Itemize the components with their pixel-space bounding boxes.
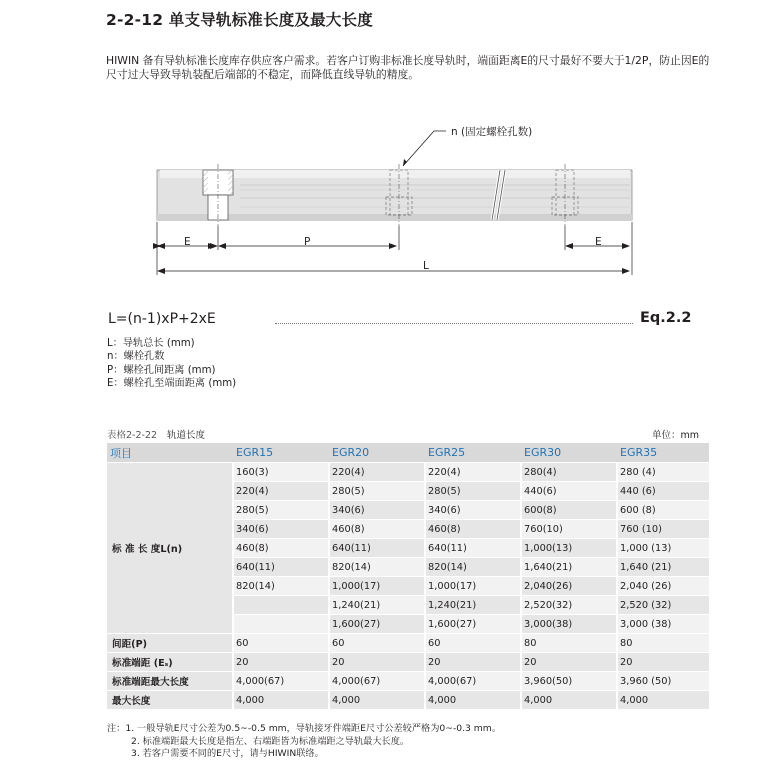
table-cell: 20 (617, 653, 709, 672)
footnote: 3. 若客户需要不同的E尺寸，请与HIWIN联络。 (131, 748, 324, 760)
table-cell: 3,000(38) (521, 615, 617, 634)
table-cell: 1,640(21) (521, 558, 617, 577)
table-cell: 1,000(13) (521, 539, 617, 558)
table-cell: 4,000(67) (425, 672, 521, 691)
table-cell: 60 (425, 634, 521, 653)
table-cell (233, 596, 329, 615)
table-cell: 340(6) (329, 501, 425, 520)
table-row (107, 691, 709, 710)
table-cell: 160(3) (233, 463, 329, 482)
dim-label-e-right: E (595, 236, 602, 248)
table-cell: 280(5) (425, 482, 521, 501)
table-cell: 820(14) (425, 558, 521, 577)
table-cell: 220(4) (425, 463, 521, 482)
table-cell: 2,040 (26) (617, 577, 709, 596)
row-label: 间距(P) (107, 634, 233, 653)
table-cell: 20 (425, 653, 521, 672)
table-cell: 4,000 (425, 691, 521, 710)
table-cell: 4,000 (521, 691, 617, 710)
table-cell: 1,640 (21) (617, 558, 709, 577)
dim-label-e-left: E (184, 236, 191, 248)
table-cell: 820(14) (233, 577, 329, 596)
section-title: 2-2-12 单支导轨标准长度及最大长度 (106, 11, 373, 29)
table-cell: 280(5) (329, 482, 425, 501)
table-cell: 280(4) (521, 463, 617, 482)
callout-label: n (固定螺栓孔数) (451, 126, 533, 138)
table-cell: 1,000 (13) (617, 539, 709, 558)
table-cell: 3,960(50) (521, 672, 617, 691)
table-row (107, 653, 709, 672)
table-cell: 80 (617, 634, 709, 653)
table-cell: 220(4) (329, 463, 425, 482)
table-cell: 460(8) (329, 520, 425, 539)
row-label: 最大长度 (107, 691, 233, 710)
dimension-arrowheads (157, 243, 573, 274)
table-row (107, 463, 709, 482)
row-label: 标准端距最大长度 (107, 672, 233, 691)
table-cell (233, 615, 329, 634)
table-cell: 2,520(32) (521, 596, 617, 615)
table-cell: 460(8) (425, 520, 521, 539)
table-cell: 1,600(27) (329, 615, 425, 634)
dimension-lines (160, 246, 629, 271)
table-cell: 1,240(21) (329, 596, 425, 615)
table-cell: 760(10) (521, 520, 617, 539)
rail-length-table (107, 443, 709, 709)
table-cell: 60 (233, 634, 329, 653)
table-cell: 600 (8) (617, 501, 709, 520)
dim-label-l: L (423, 260, 429, 272)
formula-leader-dots (275, 323, 633, 324)
table-cell: 600(8) (521, 501, 617, 520)
header-item: 项目 (107, 443, 233, 463)
table-cell: 280(5) (233, 501, 329, 520)
table-cell: 2,520 (32) (617, 596, 709, 615)
dim-label-p: P (304, 236, 311, 248)
table-unit: 单位：mm (652, 430, 700, 441)
table-cell: 4,000 (617, 691, 709, 710)
table-cell: 3,000 (38) (617, 615, 709, 634)
legend-item: n：螺栓孔数 (107, 351, 165, 363)
table-cell: 20 (233, 653, 329, 672)
intro-paragraph: HIWIN 备有导轨标准长度库存供应客户需求。若客户订购非标准长度导轨时，端面距离E的尺寸最好不要大于1/2P，防止因E的尺寸过大导致导轨装配后端部的不稳定，而降低直线导轨的精度。 (106, 54, 710, 81)
header-model: EGR30 (521, 443, 617, 463)
header-model: EGR35 (617, 443, 709, 463)
table-cell: 3,960 (50) (617, 672, 709, 691)
table-cell: 640(11) (425, 539, 521, 558)
table-cell: 4,000 (233, 691, 329, 710)
legend-item: E：螺栓孔至端面距离 (mm) (107, 377, 237, 389)
table-cell: 220(4) (233, 482, 329, 501)
table-cell: 440 (6) (617, 482, 709, 501)
table-cell: 440(6) (521, 482, 617, 501)
table-cell: 280 (4) (617, 463, 709, 482)
table-cell: 4,000 (329, 691, 425, 710)
row-label: 标准端距 (Eₛ) (107, 653, 233, 672)
symbol-legend (107, 337, 236, 390)
extension-lines (157, 222, 632, 275)
table-cell: 460(8) (233, 539, 329, 558)
table-cell: 760 (10) (617, 520, 709, 539)
rail-diagram (0, 0, 775, 300)
table-row (107, 634, 709, 653)
table-cell: 4,000(67) (233, 672, 329, 691)
header-model: EGR20 (329, 443, 425, 463)
equation-number: Eq.2.2 (640, 310, 692, 326)
table-cell: 20 (521, 653, 617, 672)
footnote: 注：1. 一般导轨E尺寸公差为0.5~-0.5 mm，导轨接牙件端距E尺寸公差较严格为0~-0.3 mm。 (107, 723, 501, 734)
table-cell: 340(6) (425, 501, 521, 520)
length-formula: L=(n-1)xP+2xE (108, 311, 216, 327)
table-cell: 640(11) (329, 539, 425, 558)
legend-item: P：螺栓孔间距离 (mm) (107, 364, 216, 376)
row-label: 标 准 长 度L(n) (107, 463, 233, 634)
table-header-row (107, 443, 709, 463)
table-cell: 1,000(17) (329, 577, 425, 596)
table-cell: 1,240(21) (425, 596, 521, 615)
table-caption (107, 427, 205, 441)
table-cell: 4,000(67) (329, 672, 425, 691)
table-cell: 80 (521, 634, 617, 653)
table-row (107, 672, 709, 691)
table-cell: 820(14) (329, 558, 425, 577)
callout-leader (403, 131, 446, 166)
header-model: EGR25 (425, 443, 521, 463)
table-cell: 1,000(17) (425, 577, 521, 596)
footnotes (107, 723, 501, 761)
table-number: 表格2-2-22 (107, 430, 158, 441)
legend-item: L：导轨总长 (mm) (107, 338, 195, 349)
table-cell: 20 (329, 653, 425, 672)
footnote: 2. 标准端距最大长度是指左、右端距皆为标准端距之导轨最大长度。 (131, 735, 410, 747)
header-model: EGR15 (233, 443, 329, 463)
table-cell: 640(11) (233, 558, 329, 577)
table-cell: 60 (329, 634, 425, 653)
table-cell: 1,600(27) (425, 615, 521, 634)
table-title: 轨道长度 (167, 430, 206, 441)
table-cell: 2,040(26) (521, 577, 617, 596)
table-cell: 340(6) (233, 520, 329, 539)
